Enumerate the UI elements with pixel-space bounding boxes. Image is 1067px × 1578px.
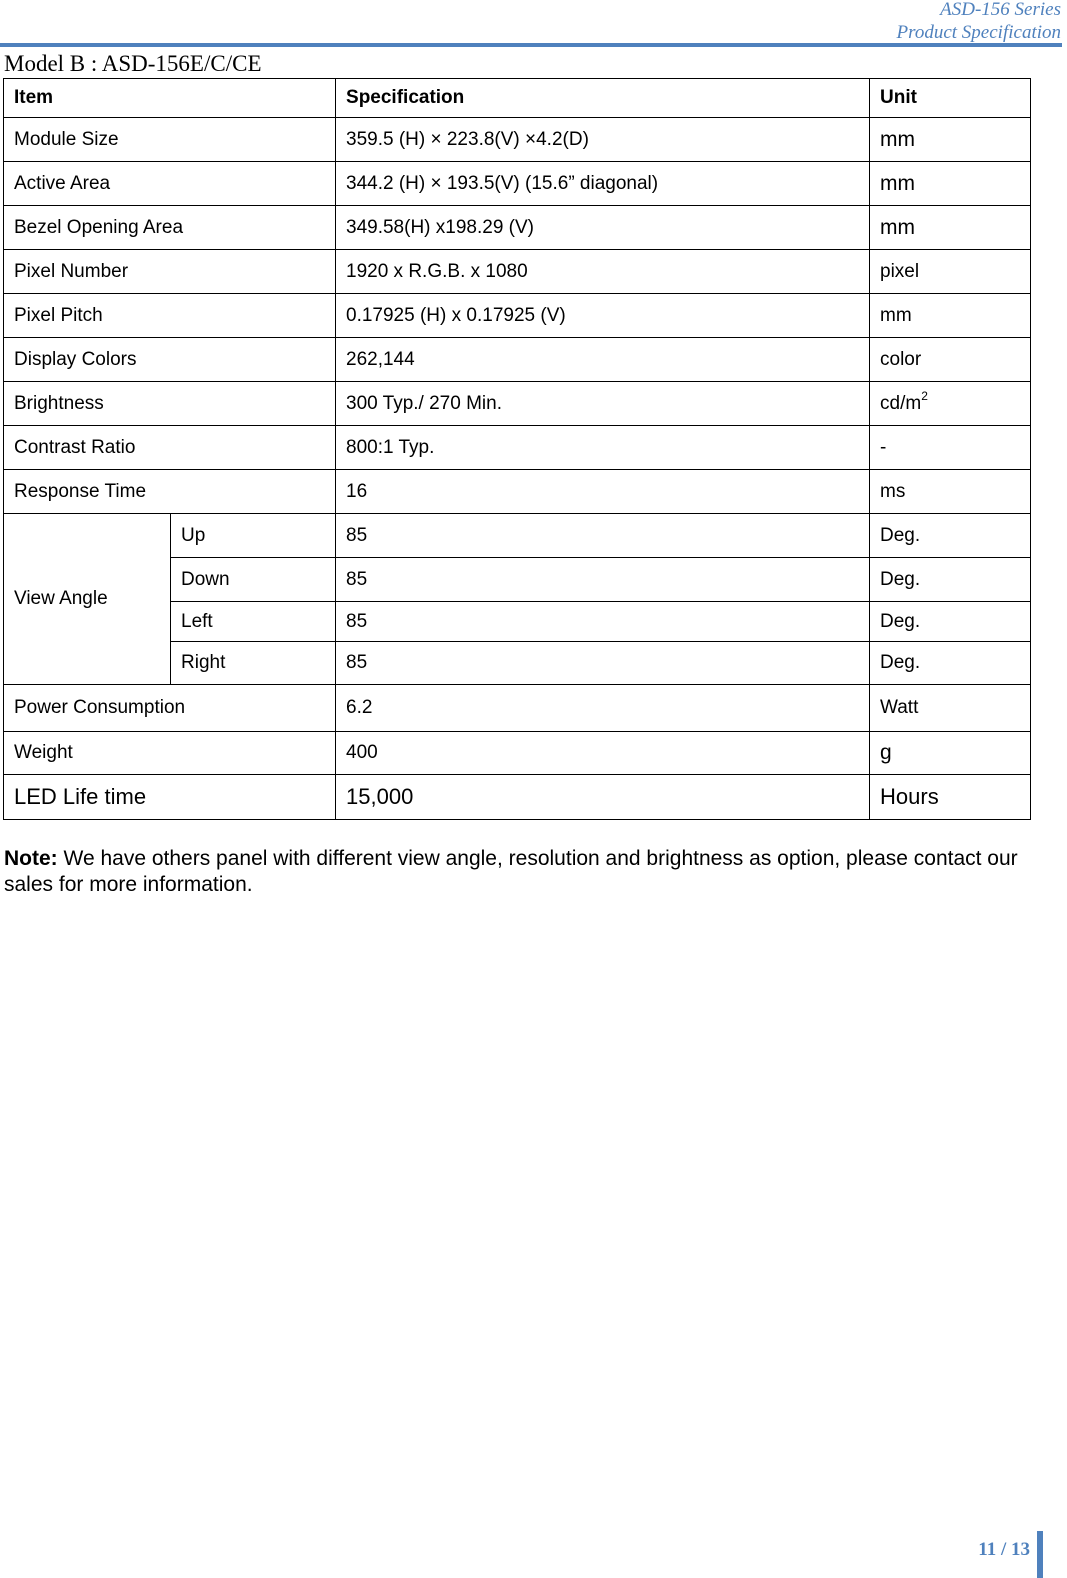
row-item: Brightness bbox=[4, 382, 336, 426]
table-row bbox=[4, 206, 1031, 250]
row-spec: 300 Typ./ 270 Min. bbox=[336, 382, 870, 426]
row-unit: Hours bbox=[870, 775, 1031, 820]
row-item: Pixel Number bbox=[4, 250, 336, 294]
row-spec: 16 bbox=[336, 470, 870, 514]
header-specification: Specification bbox=[336, 79, 870, 118]
row-spec: 1920 x R.G.B. x 1080 bbox=[336, 250, 870, 294]
table-row bbox=[4, 162, 1031, 206]
row-unit: mm bbox=[870, 206, 1031, 250]
view-angle-unit: Deg. bbox=[870, 602, 1031, 642]
row-item: Module Size bbox=[4, 118, 336, 162]
row-unit: - bbox=[870, 426, 1031, 470]
table-row bbox=[4, 685, 1031, 732]
header-unit: Unit bbox=[870, 79, 1031, 118]
view-angle-unit: Deg. bbox=[870, 514, 1031, 558]
view-angle-direction: Down bbox=[171, 558, 336, 602]
row-spec: 15,000 bbox=[336, 775, 870, 820]
table-row bbox=[4, 294, 1031, 338]
spec-table bbox=[3, 78, 1031, 820]
row-spec: 800:1 Typ. bbox=[336, 426, 870, 470]
row-unit: mm bbox=[870, 118, 1031, 162]
header-doc-type: Product Specification bbox=[896, 22, 1061, 43]
row-spec: 400 bbox=[336, 732, 870, 775]
view-angle-spec: 85 bbox=[336, 514, 870, 558]
table-header-row bbox=[4, 79, 1031, 118]
table-row bbox=[4, 382, 1031, 426]
page-number: 11 / 13 bbox=[978, 1539, 1030, 1560]
view-angle-label: View Angle bbox=[4, 514, 171, 685]
row-item: Active Area bbox=[4, 162, 336, 206]
row-unit-cell bbox=[870, 382, 1031, 426]
row-item: Response Time bbox=[4, 470, 336, 514]
row-unit: g bbox=[870, 732, 1031, 775]
page-number-bar bbox=[1037, 1531, 1043, 1578]
table-row bbox=[4, 775, 1031, 820]
view-angle-spec: 85 bbox=[336, 642, 870, 685]
page-header bbox=[897, 0, 1061, 44]
note-text: We have others panel with different view angle, resolution and brightness as option, please contact our sales for more information. bbox=[4, 847, 1018, 896]
table-row bbox=[4, 470, 1031, 514]
view-angle-direction: Left bbox=[171, 602, 336, 642]
row-unit: color bbox=[870, 338, 1031, 382]
row-item: Display Colors bbox=[4, 338, 336, 382]
row-unit: pixel bbox=[870, 250, 1031, 294]
table-row bbox=[4, 338, 1031, 382]
row-item: LED Life time bbox=[4, 775, 336, 820]
row-spec: 6.2 bbox=[336, 685, 870, 732]
view-angle-spec: 85 bbox=[336, 602, 870, 642]
unit-superscript: 2 bbox=[921, 388, 928, 403]
row-spec: 262,144 bbox=[336, 338, 870, 382]
view-angle-unit: Deg. bbox=[870, 558, 1031, 602]
view-angle-unit: Deg. bbox=[870, 642, 1031, 685]
table-row bbox=[4, 118, 1031, 162]
view-angle-direction: Up bbox=[171, 514, 336, 558]
row-item: Pixel Pitch bbox=[4, 294, 336, 338]
note-paragraph bbox=[4, 846, 1064, 898]
header-series: ASD-156 Series bbox=[940, 0, 1061, 20]
row-spec: 344.2 (H) × 193.5(V) (15.6” diagonal) bbox=[336, 162, 870, 206]
row-unit: mm bbox=[870, 162, 1031, 206]
model-title: Model B : ASD-156E/C/CE bbox=[4, 51, 262, 76]
header-rule bbox=[0, 43, 1062, 47]
row-item: Bezel Opening Area bbox=[4, 206, 336, 250]
row-item: Weight bbox=[4, 732, 336, 775]
view-angle-direction: Right bbox=[171, 642, 336, 685]
row-unit: ms bbox=[870, 470, 1031, 514]
row-spec: 349.58(H) x198.29 (V) bbox=[336, 206, 870, 250]
view-angle-spec: 85 bbox=[336, 558, 870, 602]
row-unit: Watt bbox=[870, 685, 1031, 732]
view-angle-row bbox=[4, 514, 1031, 558]
row-unit: cd/m bbox=[880, 392, 922, 414]
table-row bbox=[4, 250, 1031, 294]
row-item: Power Consumption bbox=[4, 685, 336, 732]
table-row bbox=[4, 732, 1031, 775]
note-label: Note: bbox=[4, 847, 58, 870]
header-item: Item bbox=[4, 79, 336, 118]
row-spec: 0.17925 (H) x 0.17925 (V) bbox=[336, 294, 870, 338]
table-row bbox=[4, 426, 1031, 470]
row-item: Contrast Ratio bbox=[4, 426, 336, 470]
row-spec: 359.5 (H) × 223.8(V) ×4.2(D) bbox=[336, 118, 870, 162]
row-unit: mm bbox=[870, 294, 1031, 338]
